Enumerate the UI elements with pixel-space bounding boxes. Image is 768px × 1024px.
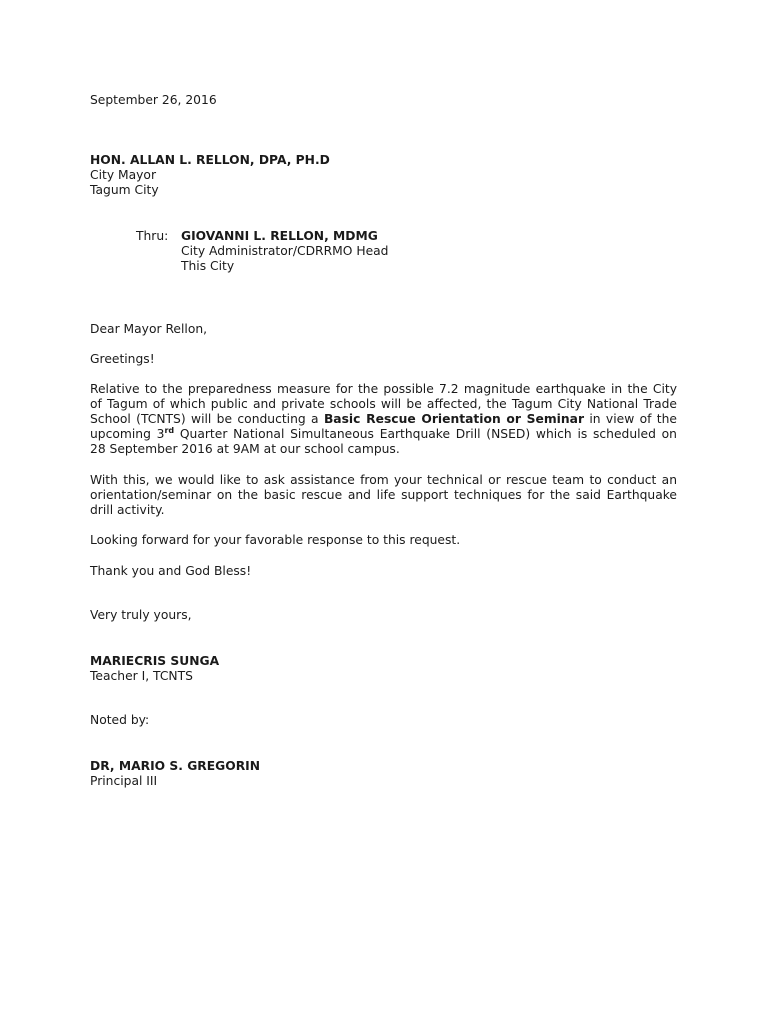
paragraph-thanks: Thank you and God Bless! bbox=[90, 564, 252, 578]
thru-location: This City bbox=[181, 259, 235, 273]
thru-title: City Administrator/CDRRMO Head bbox=[181, 244, 389, 258]
thru-label: Thru: bbox=[136, 229, 169, 243]
paragraph2-line2: orientation/seminar on the basic rescue and life support techniques for the said Earthquake bbox=[90, 488, 677, 502]
sender-name: MARIECRIS SUNGA bbox=[90, 654, 220, 668]
paragraph1-line1: Relative to the preparedness measure for the possible 7.2 magnitude earthquake in the City bbox=[90, 382, 677, 396]
paragraph1-line3-suffix: in view of the bbox=[584, 412, 677, 426]
letter-date: September 26, 2016 bbox=[90, 93, 217, 107]
addressee-name: HON. ALLAN L. RELLON, DPA, PH.D bbox=[90, 153, 330, 167]
paragraph-assistance bbox=[90, 473, 677, 518]
thru-block bbox=[181, 229, 388, 274]
addressee-title: City Mayor bbox=[90, 168, 157, 182]
addressee-block bbox=[90, 153, 330, 198]
addressee-location: Tagum City bbox=[90, 183, 159, 197]
greeting: Greetings! bbox=[90, 352, 155, 366]
paragraph1-line5: 28 September 2016 at 9AM at our school campus. bbox=[90, 442, 400, 456]
paragraph1-line3 bbox=[90, 412, 677, 427]
paragraph1-line4 bbox=[90, 427, 677, 442]
noter-name: DR, MARIO S. GREGORIN bbox=[90, 759, 261, 773]
thru-name: GIOVANNI L. RELLON, MDMG bbox=[181, 229, 378, 243]
paragraph2-line3: drill activity. bbox=[90, 503, 165, 517]
paragraph1-line4-suffix: Quarter National Simultaneous Earthquake Drill (NSED) which is scheduled on bbox=[174, 427, 677, 441]
paragraph-looking-forward: Looking forward for your favorable response to this request. bbox=[90, 533, 461, 547]
sender-title: Teacher I, TCNTS bbox=[90, 669, 193, 683]
paragraph1-line3-prefix: School (TCNTS) will be conducting a bbox=[90, 412, 324, 426]
salutation: Dear Mayor Rellon, bbox=[90, 322, 208, 336]
paragraph-request bbox=[90, 382, 677, 457]
paragraph1-line2: of Tagum of which public and private schools will be affected, the Tagum City National Trade bbox=[90, 397, 677, 411]
noted-label: Noted by: bbox=[90, 713, 150, 727]
paragraph1-line4-prefix: upcoming 3 bbox=[90, 427, 165, 441]
ordinal-suffix: rd bbox=[164, 426, 175, 435]
noter-title: Principal III bbox=[90, 774, 158, 788]
seminar-title: Basic Rescue Orientation or Seminar bbox=[323, 412, 585, 426]
sender-block bbox=[90, 654, 219, 684]
paragraph2-line1: With this, we would like to ask assistance from your technical or rescue team to conduct an bbox=[90, 473, 677, 487]
noter-block bbox=[90, 759, 260, 789]
closing: Very truly yours, bbox=[90, 608, 192, 622]
